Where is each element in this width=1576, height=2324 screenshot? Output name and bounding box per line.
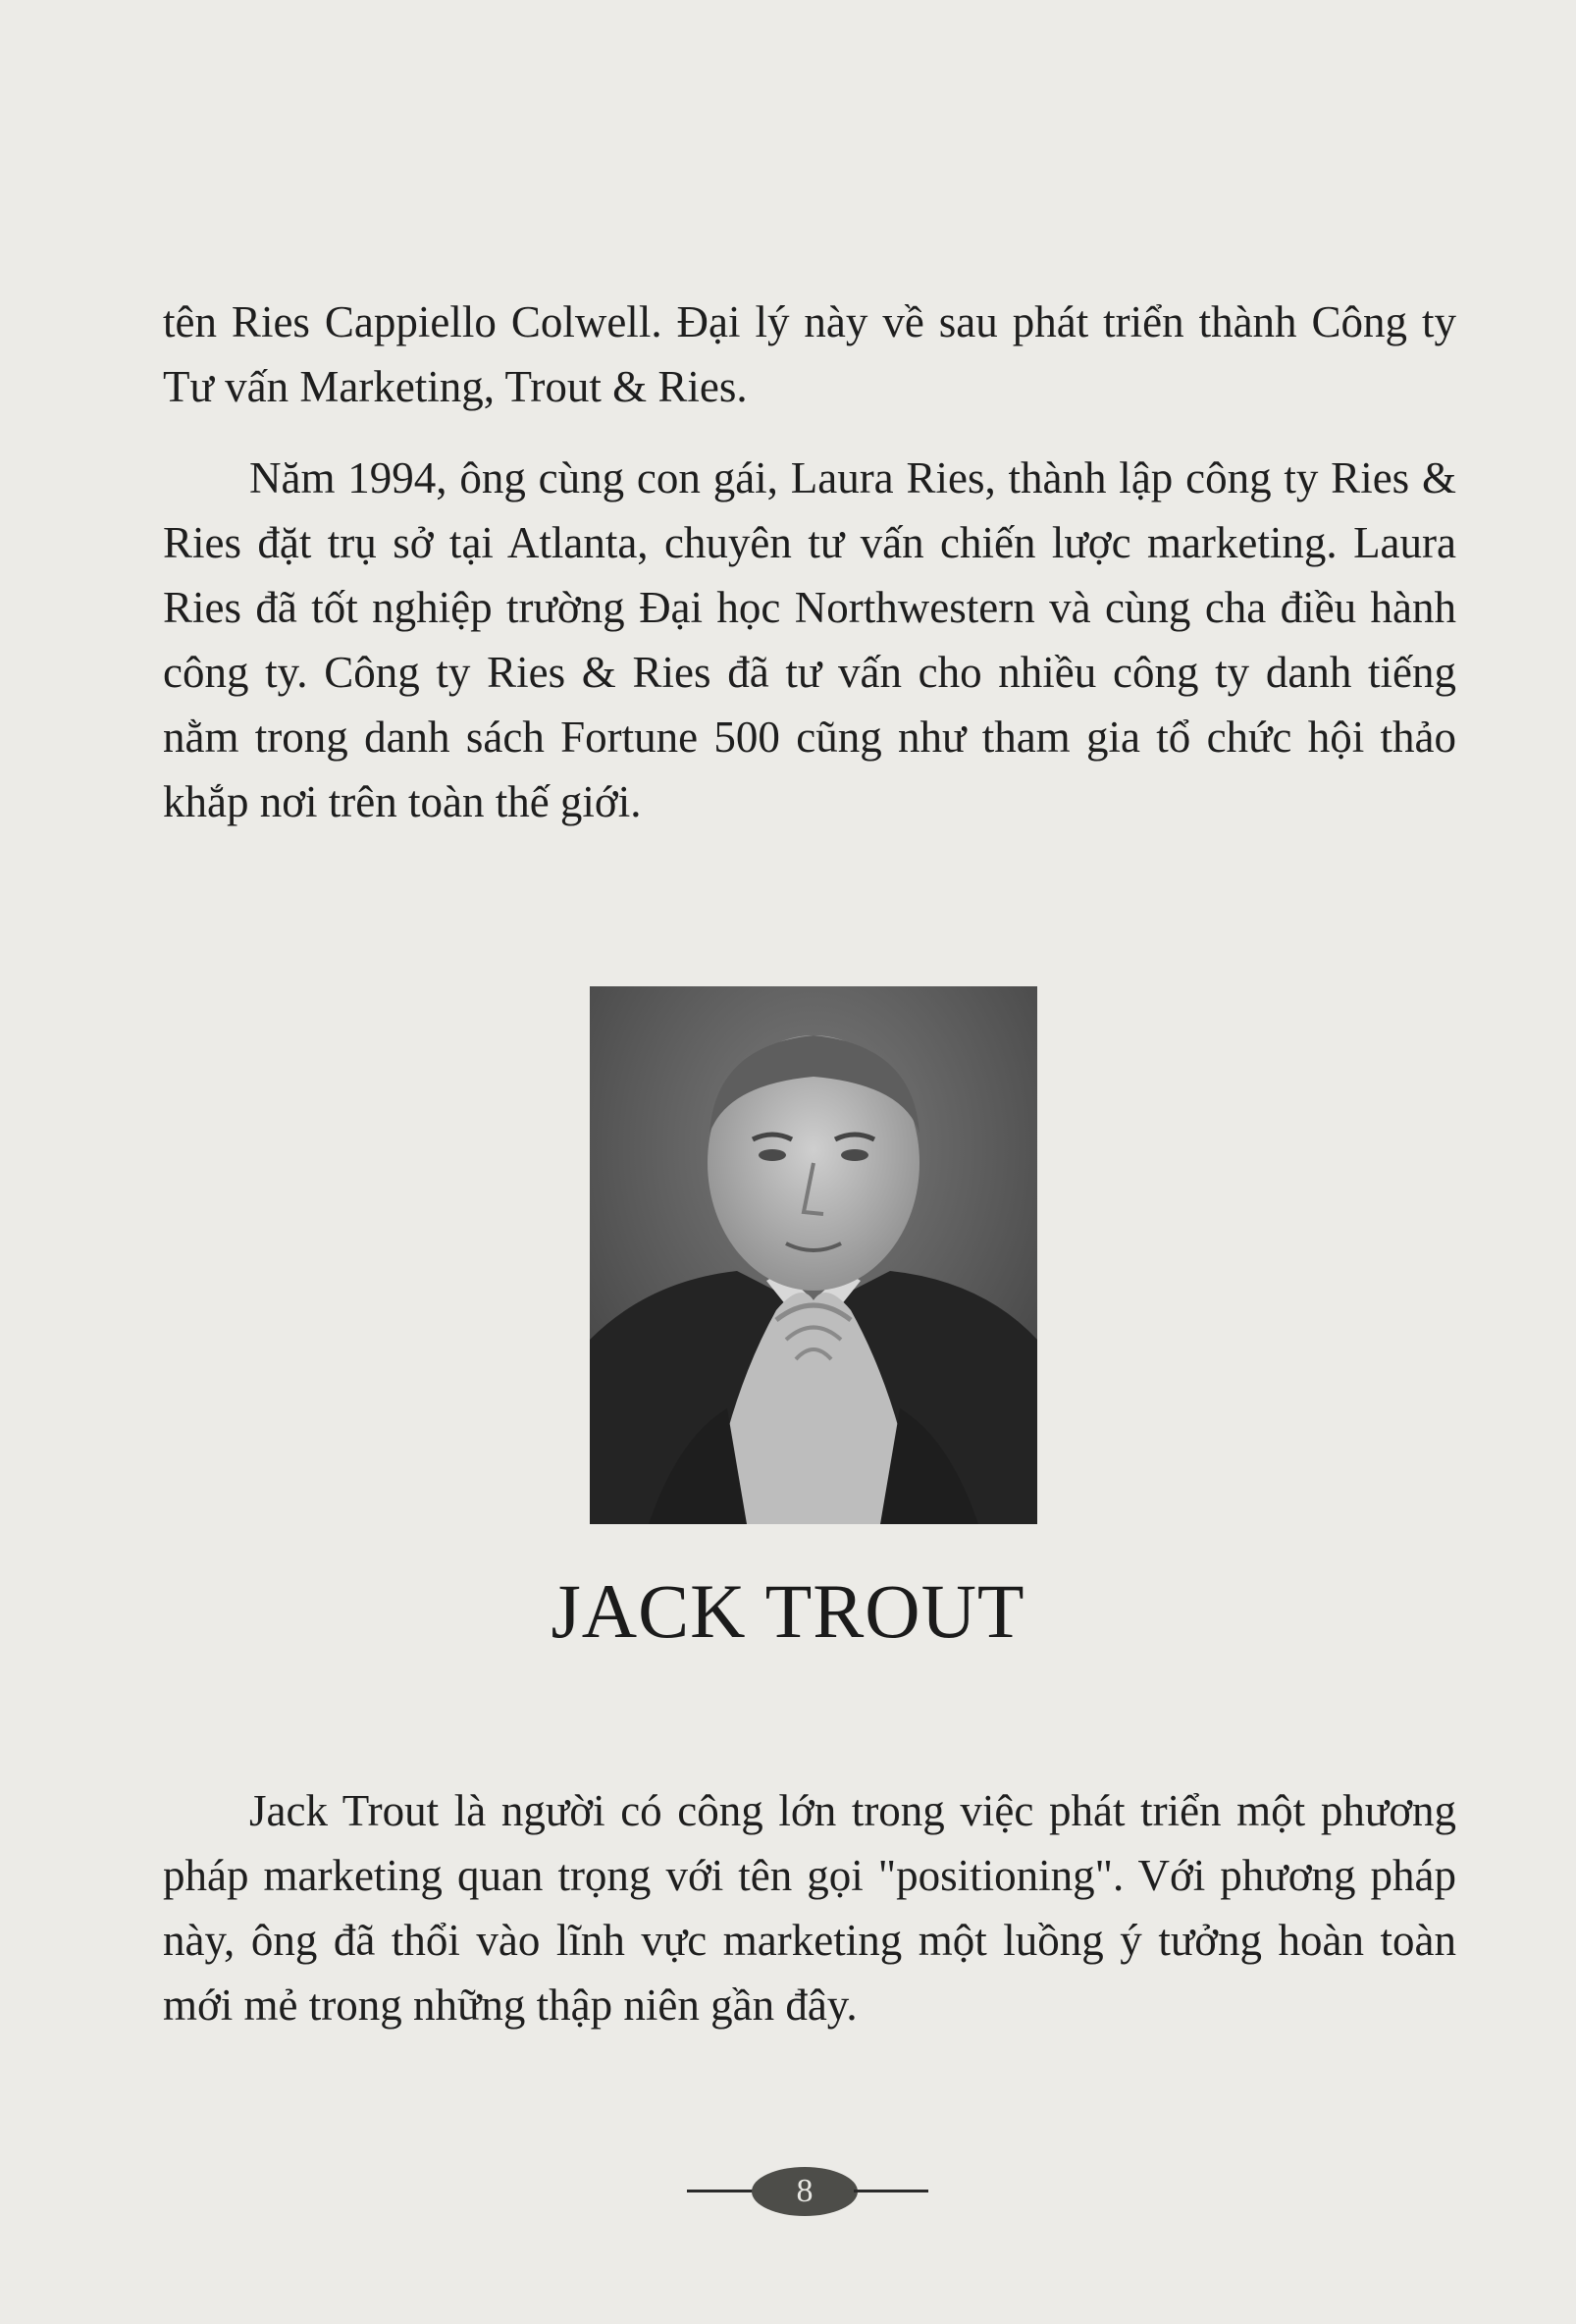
paragraph-ries-company: Năm 1994, ông cùng con gái, Laura Ries, thành lập công ty Ries & Ries đặt trụ sở tại Atlanta, chuyên tư vấn chiến lược marketing. Laura Ries đã tốt nghiệp trường Đại học Northwestern và cùng cha điều hành công ty. Công ty Ries & Ries đã tư vấn cho nhiều công ty danh tiếng nằm trong danh sách Fortune 500 cũng như tham gia tổ chức hội thảo khắp nơi trên toàn thế giới. [163,453,1456,826]
footer-rule-left [687,2190,756,2192]
paragraph-jack-trout: Jack Trout là người có công lớn trong việc phát triển một phương pháp marketing quan trọng với tên gọi "positioning". Với phương pháp này, ông đã thổi vào lĩnh vực marketing một luồng ý tưởng hoàn toàn mới mẻ trong những thập niên gần đây. [163,1786,1456,2030]
section-heading: JACK TROUT [551,1568,1025,1654]
paragraph-continued: tên Ries Cappiello Colwell. Đại lý này về sau phát triển thành Công ty Tư vấn Marketing, Trout & Ries. [163,297,1456,411]
page-footer [0,2161,1576,2220]
page-number: 8 [752,2167,858,2216]
portrait-photo [590,986,1037,1524]
footer-rule-right [854,2190,928,2192]
